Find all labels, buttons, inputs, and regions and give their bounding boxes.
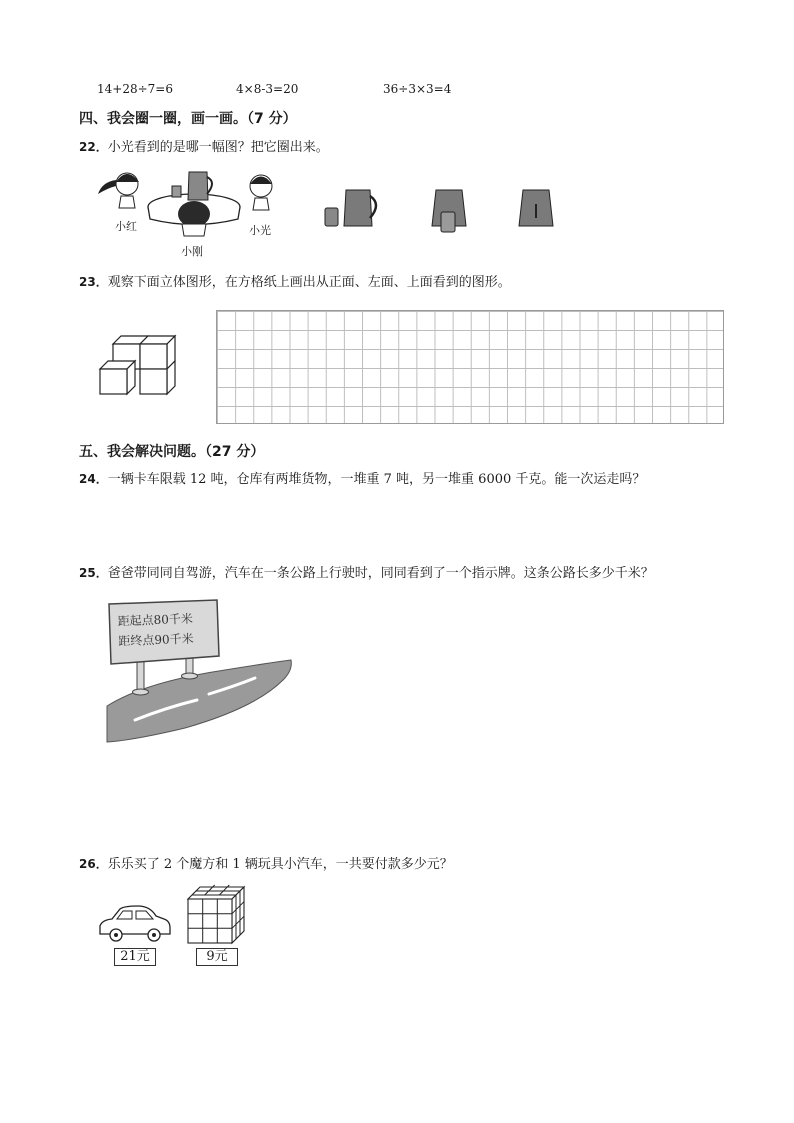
option-b-cup-in-front[interactable]: [428, 184, 473, 239]
cube-stack-figure: [100, 336, 175, 402]
name-xiaoguang: 小光: [249, 224, 271, 237]
equation-3: 36÷3×3=4: [383, 82, 452, 96]
question-25: [79, 562, 654, 581]
cube-price-tag: 9元: [196, 948, 238, 966]
equation-1: 14+28÷7=6: [97, 82, 173, 96]
question-22-text: 小光看到的是哪一幅图？把它圈出来。: [107, 140, 329, 155]
option-c-pitcher-side[interactable]: [515, 184, 560, 234]
car-price-tag: 21元: [114, 948, 156, 966]
sign-line-start: 距起点80千米: [117, 611, 194, 629]
question-26: [79, 853, 453, 872]
question-25-text: 爸爸带同同自驾游，汽车在一条公路上行驶时，同同看到了一个指示牌。这条公路长多少千米？: [107, 566, 654, 581]
question-24-text: 一辆卡车限载 12 吨，仓库有两堆货物，一堆重 7 吨，另一堆重 6000 千克。能一次运走吗？: [107, 472, 646, 487]
question-23-number: 23．: [79, 275, 108, 289]
equation-2: 4×8-3=20: [236, 82, 299, 96]
sign-line-end: 距终点90千米: [118, 631, 194, 649]
name-xiaohong: 小红: [115, 220, 137, 233]
question-26-number: 26．: [79, 857, 108, 871]
question-23-text: 观察下面立体图形，在方格纸上画出从正面、左面、上面看到的图形。: [107, 275, 511, 290]
grid-paper[interactable]: [216, 310, 724, 424]
section-4-title: 四、我会圈一圈，画一画。（7 分）: [79, 111, 297, 127]
section-5-title: 五、我会解决问题。（27 分）: [79, 444, 265, 460]
rubiks-cube-icon: [188, 887, 244, 943]
road-sign-text: [117, 609, 194, 652]
option-a-cup-and-pitcher[interactable]: [320, 184, 390, 234]
toy-car-icon: [98, 904, 172, 944]
question-23: [79, 271, 511, 290]
question-22-number: 22．: [79, 140, 108, 154]
question-26-text: 乐乐买了 2 个魔方和 1 辆玩具小汽车，一共要付款多少元？: [107, 857, 453, 872]
question-22: [79, 136, 329, 155]
question-24: [79, 468, 645, 487]
name-xiaogang: 小刚: [181, 245, 203, 258]
question-25-number: 25．: [79, 566, 108, 580]
question-24-number: 24．: [79, 472, 108, 486]
